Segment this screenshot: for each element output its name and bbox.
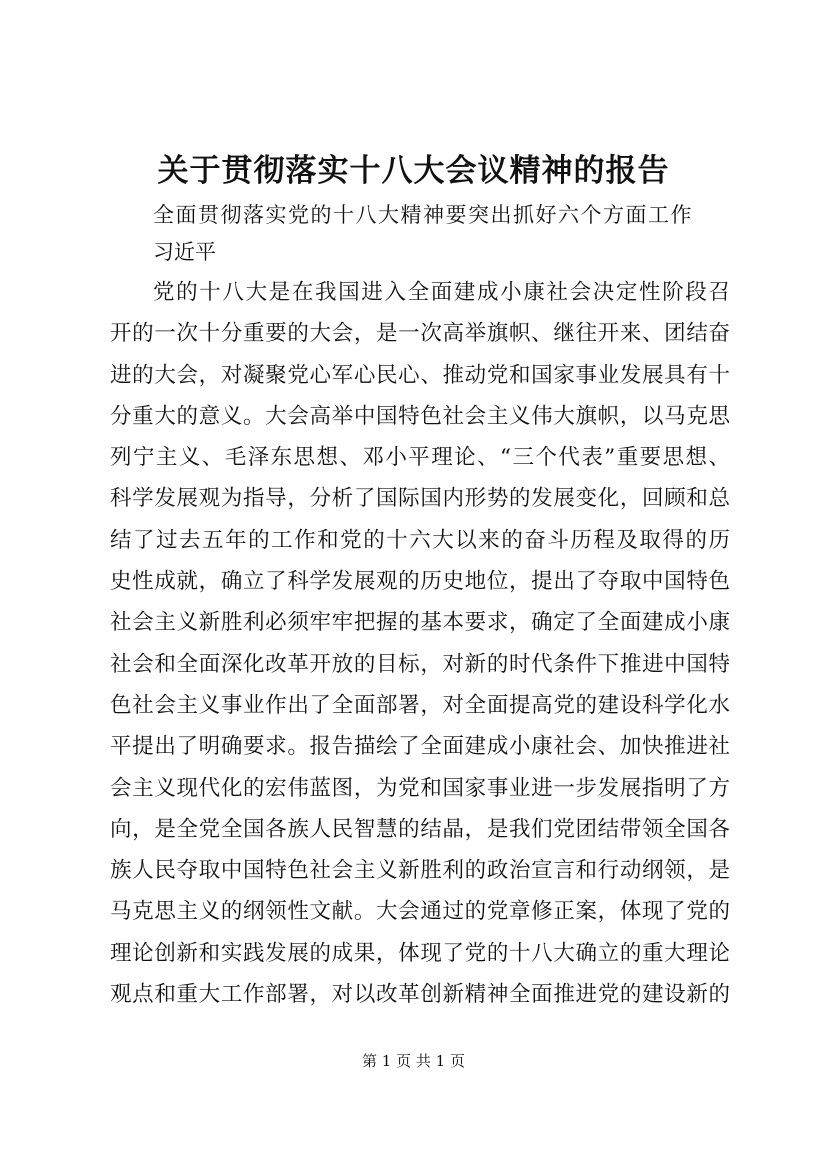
body-line: 结了过去五年的工作和党的十六大以来的奋斗历程及取得的历 xyxy=(110,527,730,553)
document-title: 关于贯彻落实十八大会议精神的报告 xyxy=(157,153,670,189)
body-line: 观点和重大工作部署，对以改革创新精神全面推进党的建设新的 xyxy=(110,982,730,1008)
body-line: 社会主义新胜利必须牢牢把握的基本要求，确定了全面建成小康 xyxy=(110,610,730,636)
body-line: 分重大的意义。大会高举中国特色社会主义伟大旗帜，以马克思 xyxy=(110,403,730,429)
body-line: 马克思主义的纲领性文献。大会通过的党章修正案，体现了党的 xyxy=(110,899,730,925)
body-line: 色社会主义事业作出了全面部署，对全面提高党的建设科学化水 xyxy=(110,692,730,718)
body-line: 开的一次十分重要的大会，是一次高举旗帜、继往开来、团结奋 xyxy=(110,321,730,347)
body-line: 会主义现代化的宏伟蓝图，为党和国家事业进一步发展指明了方 xyxy=(110,775,730,801)
document-author: 习近平 xyxy=(153,240,216,264)
body-line: 族人民夺取中国特色社会主义新胜利的政治宣言和行动纲领，是 xyxy=(110,858,730,884)
body-line: 平提出了明确要求。报告描绘了全面建成小康社会、加快推进社 xyxy=(110,734,730,760)
body-line: 向，是全党全国各族人民智慧的结晶，是我们党团结带领全国各 xyxy=(110,816,730,842)
body-line: 科学发展观为指导，分析了国际国内形势的发展变化，回顾和总 xyxy=(110,486,730,512)
body-line: 社会和全面深化改革开放的目标，对新的时代条件下推进中国特 xyxy=(110,651,730,677)
document-body xyxy=(110,272,730,1015)
page-number-footer: 第 1 页 共 1 页 xyxy=(362,1052,465,1070)
body-line: 党的十八大是在我国进入全面建成小康社会决定性阶段召 xyxy=(153,280,730,305)
body-line: 列宁主义、毛泽东思想、邓小平理论、“三个代表”重要思想、 xyxy=(110,445,730,471)
body-line: 进的大会，对凝聚党心军心民心、推动党和国家事业发展具有十 xyxy=(110,362,730,388)
body-line: 史性成就，确立了科学发展观的历史地位，提出了夺取中国特色 xyxy=(110,569,730,595)
document-subtitle: 全面贯彻落实党的十八大精神要突出抓好六个方面工作 xyxy=(153,203,693,227)
body-line: 理论创新和实践发展的成果，体现了党的十八大确立的重大理论 xyxy=(110,940,730,966)
